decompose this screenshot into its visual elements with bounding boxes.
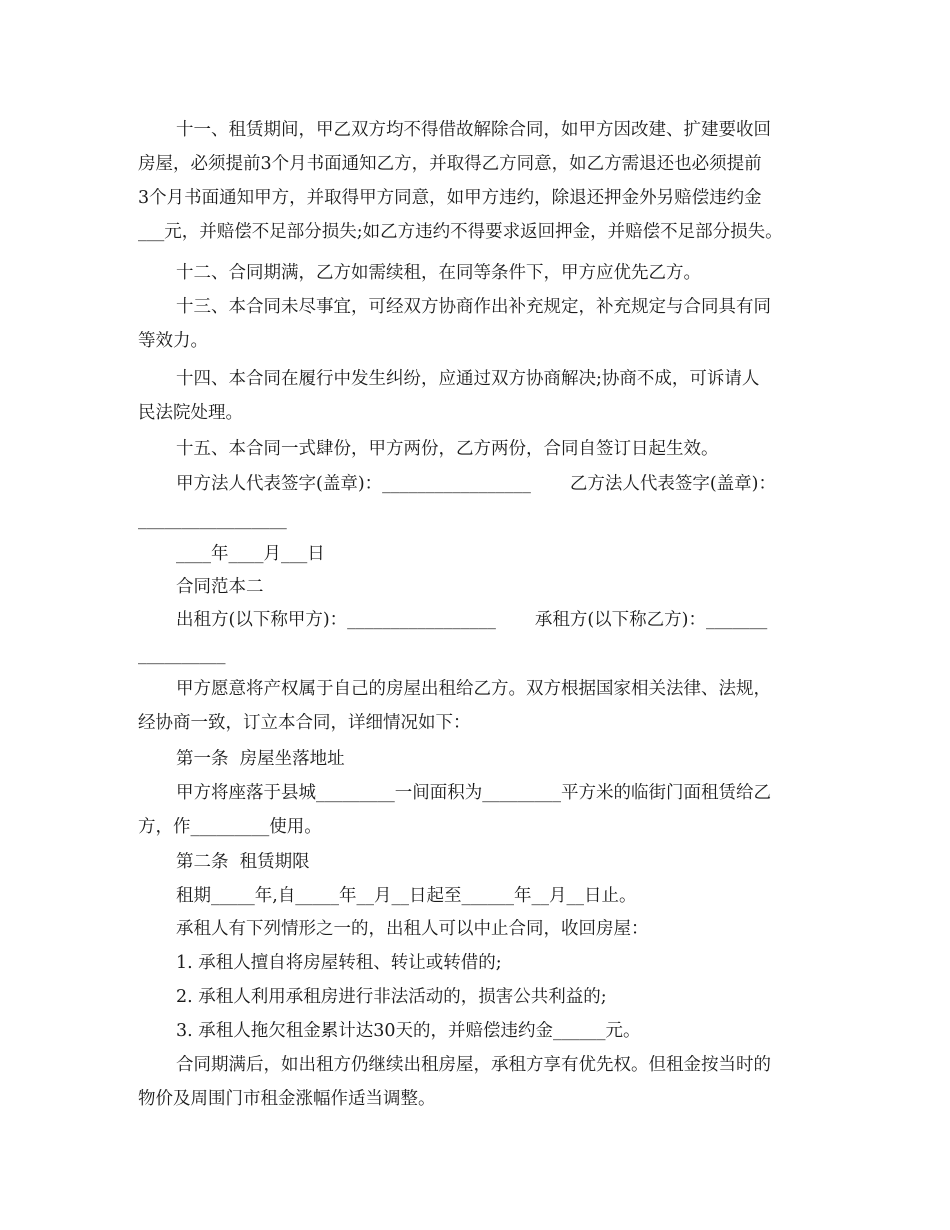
paragraph-line: 经协商一致，订立本合同，详细情况如下： [138,713,471,733]
paragraph-line: 甲方愿意将产权属于自己的房屋出租给乙方。双方根据国家相关法律、法规， [176,679,771,699]
list-item: 2. 承租人利用承租房进行非法活动的，损害公共利益的; [176,987,607,1007]
paragraph-line: 十四、本合同在履行中发生纠纷，应通过双方协商解决;协商不成，可诉请人 [176,369,760,389]
paragraph-line: 合同期满后，如出租方仍继续出租房屋，承租方享有优先权。但租金按当时的 [176,1055,771,1075]
list-item: 3. 承租人拖欠租金累计达30天的，并赔偿违约金______元。 [176,1021,641,1041]
paragraph-line: 甲方将座落于县城_________一间面积为_________平方米的临街门面租赁给乙 [176,783,771,803]
paragraph-line: 物价及周围门市租金涨幅作适当调整。 [138,1089,436,1109]
paragraph-line: 十一、租赁期间，甲乙双方均不得借故解除合同，如甲方因改建、扩建要收回 [176,120,771,140]
paragraph-line: 等效力。 [138,331,208,351]
paragraph-line: ___元，并赔偿不足部分损失;如乙方违约不得要求返回押金，并赔偿不足部分损失。 [138,222,783,242]
article-heading: 第一条 房屋坐落地址 [176,749,345,769]
paragraph-line: 承租人有下列情形之一的，出租人可以中止合同，收回房屋： [176,919,649,939]
date-line: ____年____月___日 [176,544,325,564]
party-line: __________ [138,645,226,665]
paragraph-line: 方，作_________使用。 [138,817,322,837]
paragraph-line: 房屋，必须提前3个月书面通知乙方，并取得乙方同意，如乙方需退还也必须提前 [138,154,762,174]
signature-line: 甲方法人代表签字(盖章)：_________________ 乙方法人代表签字(盖章)： [176,474,776,494]
section-title: 合同范本二 [176,577,264,597]
paragraph-line: 3个月书面通知甲方，并取得甲方同意，如甲方违约，除退还押金外另赔偿违约金 [138,188,762,208]
paragraph-line: 十三、本合同未尽事宜，可经双方协商作出补充规定，补充规定与合同具有同 [176,297,771,317]
paragraph-line: 十二、合同期满，乙方如需续租，在同等条件下，甲方应优先乙方。 [176,263,701,283]
paragraph-line: 租期_____年,自_____年__月__日起至______年__月__日止。 [176,886,637,906]
paragraph-line: 民法院处理。 [138,403,243,423]
paragraph-line: 十五、本合同一式肆份，甲方两份，乙方两份，合同自签订日起生效。 [176,439,719,459]
party-line: 出租方(以下称甲方)：_________________ 承租方(以下称乙方)：_______ [176,610,768,630]
signature-line: _________________ [138,510,287,530]
article-heading: 第二条 租赁期限 [176,852,310,872]
list-item: 1. 承租人擅自将房屋转租、转让或转借的; [176,953,502,973]
